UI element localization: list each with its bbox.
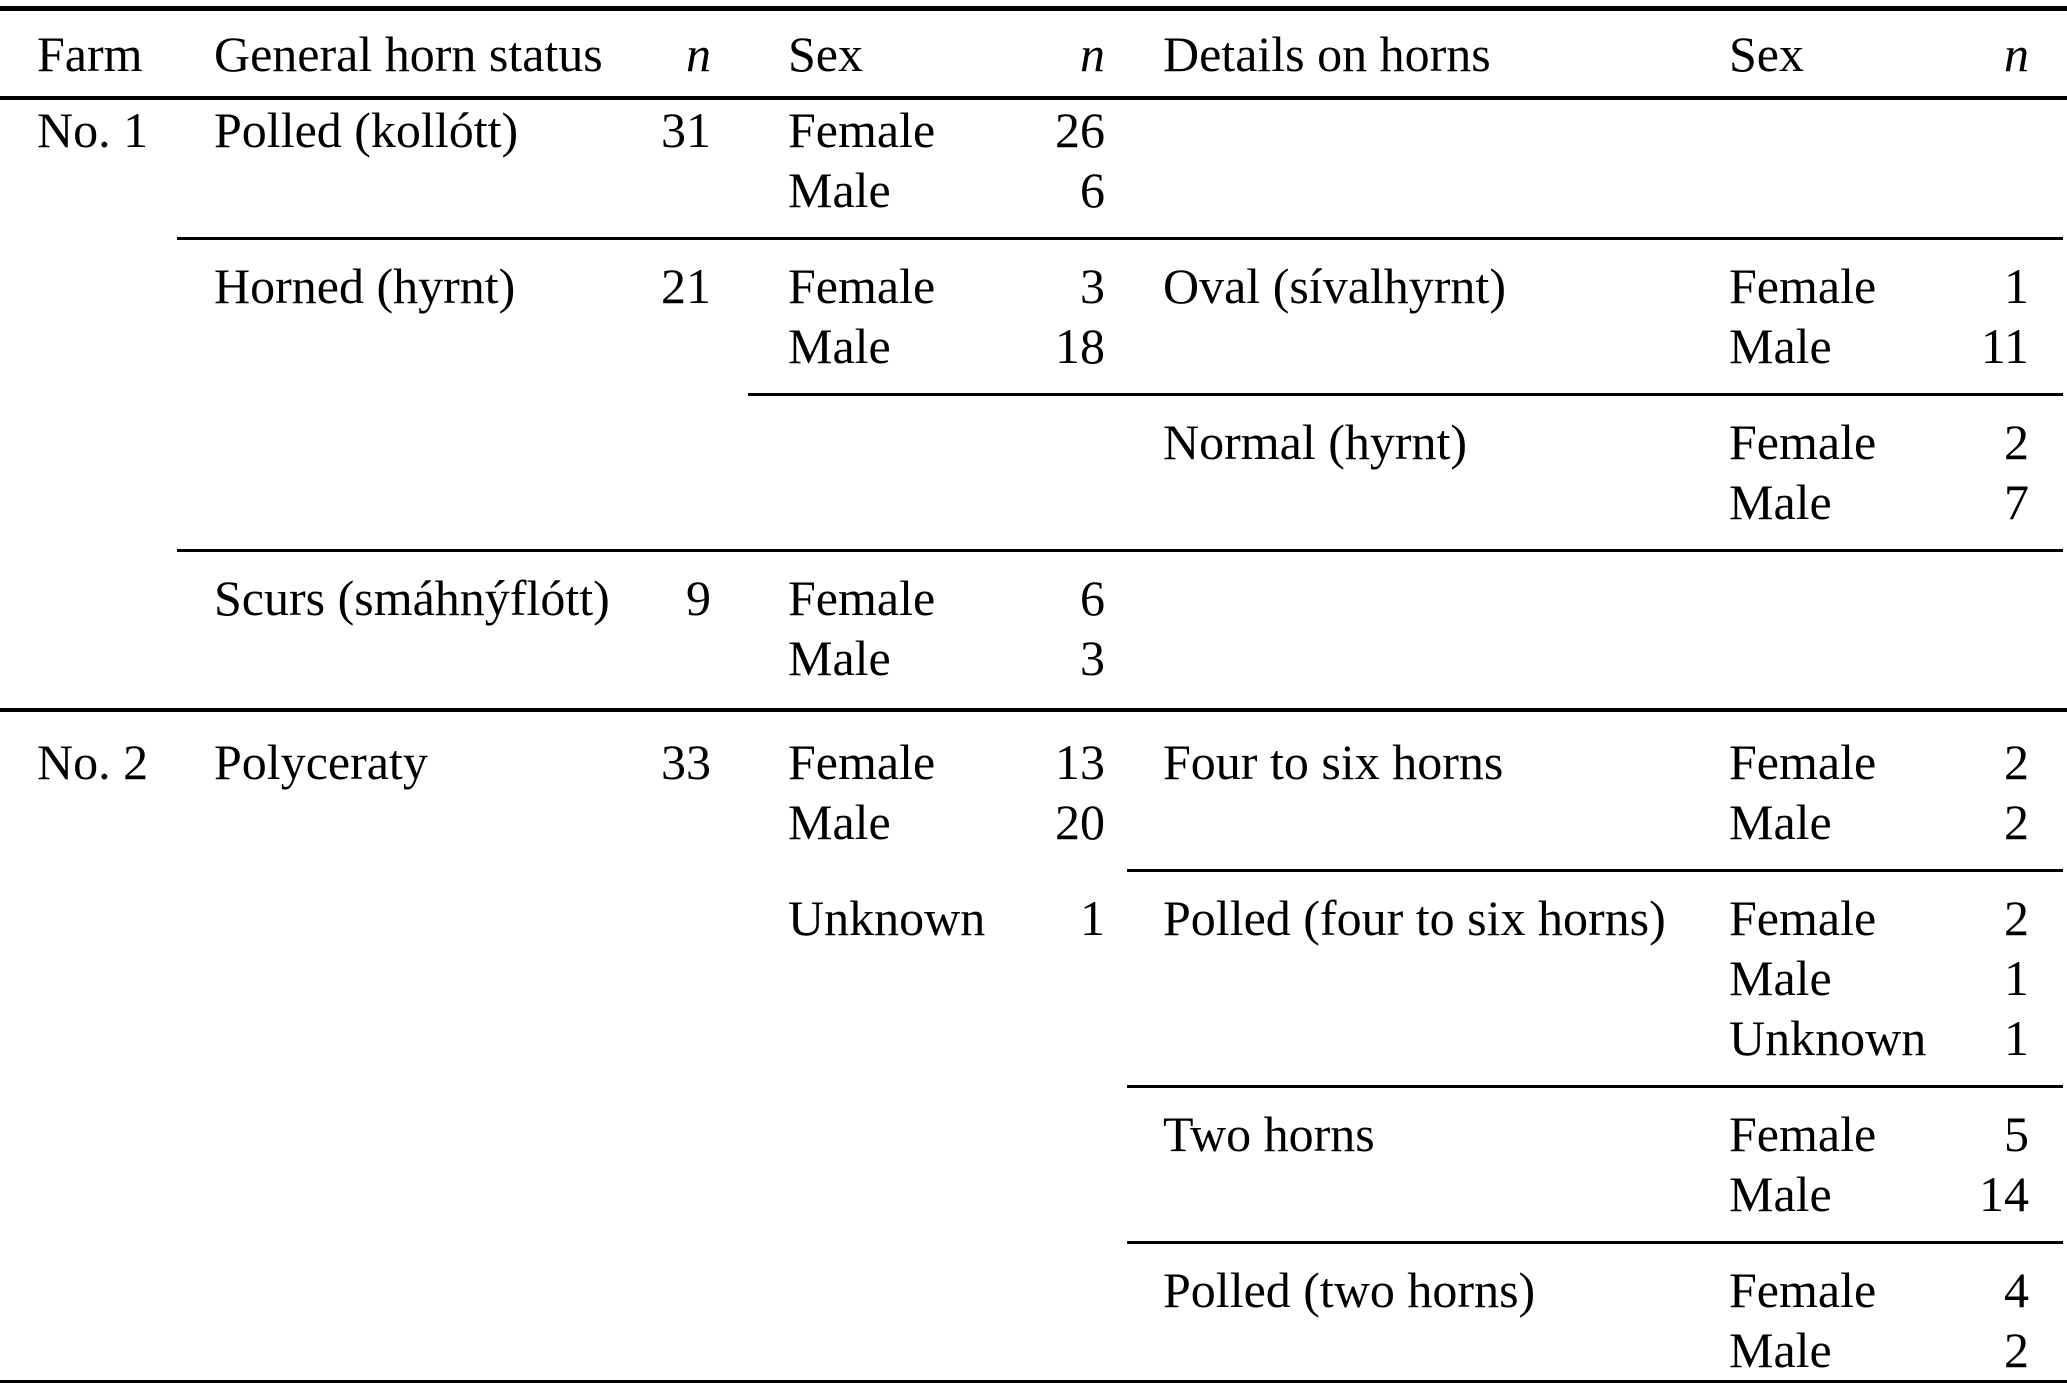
- table-row: [0, 1008, 2067, 1068]
- divider-cell: [177, 220, 2067, 256]
- count-cell: 1: [2004, 1010, 2029, 1066]
- sex-cell: Female: [1729, 414, 1877, 470]
- divider-cell: [1127, 1224, 2067, 1260]
- empty-cell: [177, 160, 642, 220]
- subgroup-divider: [1127, 1241, 2063, 1244]
- sex-cell: Unknown: [1729, 1010, 1927, 1066]
- empty-cell: [748, 1104, 1005, 1164]
- subgroup-divider-row: [0, 1068, 2067, 1104]
- horn-details-cell: Normal (hyrnt): [1163, 414, 1468, 470]
- subgroup-divider: [177, 237, 2063, 240]
- table-row: [0, 732, 2067, 792]
- empty-cell: [642, 1260, 748, 1320]
- count-cell: 2: [2004, 734, 2029, 790]
- empty-cell: [1690, 98, 1945, 160]
- empty-cell: [642, 376, 748, 412]
- empty-cell: [1005, 1260, 1127, 1320]
- empty-cell: [1005, 852, 1127, 888]
- empty-cell: [1127, 472, 1690, 532]
- horn-details-cell: Polled (four to six horns): [1163, 890, 1666, 946]
- divider-cell: [1127, 1068, 2067, 1104]
- subgroup-divider: [1127, 1085, 2063, 1088]
- sex-cell: Male: [1729, 1166, 1832, 1222]
- count-cell: 6: [1080, 162, 1105, 218]
- col-header-sex-1: Sex: [748, 9, 1005, 99]
- section-divider-row: [0, 688, 2067, 732]
- empty-cell: [1005, 1008, 1127, 1068]
- count-cell: 9: [686, 570, 711, 626]
- sex-cell: Male: [1729, 1322, 1832, 1378]
- empty-cell: [0, 1008, 177, 1068]
- empty-cell: [0, 1068, 177, 1104]
- empty-cell: [177, 852, 642, 888]
- empty-cell: [642, 628, 748, 688]
- count-cell: 2: [2004, 890, 2029, 946]
- empty-cell: [177, 948, 642, 1008]
- table-header-row: [0, 9, 2067, 99]
- table-row: [0, 472, 2067, 532]
- sex-cell: Male: [788, 630, 891, 686]
- empty-cell: [177, 1104, 642, 1164]
- col-header-sex-2: Sex: [1690, 9, 1945, 99]
- table-row: [0, 628, 2067, 688]
- subgroup-divider-row: [0, 532, 2067, 568]
- count-cell: 1: [2004, 950, 2029, 1006]
- horn-details-cell: Four to six horns: [1163, 734, 1504, 790]
- empty-cell: [0, 532, 177, 568]
- empty-cell: [1127, 1164, 1690, 1224]
- empty-cell: [1005, 472, 1127, 532]
- empty-cell: [642, 1008, 748, 1068]
- empty-cell: [642, 1104, 748, 1164]
- empty-cell: [1127, 1008, 1690, 1068]
- empty-cell: [0, 1224, 177, 1260]
- horn-status-cell: Horned (hyrnt): [214, 258, 516, 314]
- count-cell: 4: [2004, 1262, 2029, 1318]
- empty-cell: [748, 1164, 1005, 1224]
- count-cell: 26: [1055, 102, 1105, 158]
- empty-cell: [642, 888, 748, 948]
- col-header-farm: Farm: [0, 9, 177, 99]
- count-cell: 6: [1080, 570, 1105, 626]
- sex-cell: Female: [1729, 734, 1877, 790]
- subgroup-divider-row: [0, 1224, 2067, 1260]
- count-cell: 31: [661, 102, 711, 158]
- col-header-general-horn-status: General horn status: [177, 9, 642, 99]
- col-header-n-3: n: [1945, 9, 2067, 99]
- count-cell: 2: [2004, 794, 2029, 850]
- count-cell: 20: [1055, 794, 1105, 850]
- empty-cell: [1945, 98, 2067, 160]
- empty-cell: [1005, 1320, 1127, 1383]
- sex-cell: Male: [788, 162, 891, 218]
- empty-cell: [177, 1164, 642, 1224]
- empty-cell: [0, 888, 177, 948]
- empty-cell: [642, 1224, 748, 1260]
- table-row: [0, 568, 2067, 628]
- count-cell: 11: [1980, 318, 2029, 374]
- horn-details-cell: Two horns: [1163, 1106, 1375, 1162]
- empty-cell: [0, 852, 177, 888]
- empty-cell: [177, 628, 642, 688]
- subgroup-divider: [1127, 869, 2063, 872]
- empty-cell: [0, 628, 177, 688]
- farm-cell: No. 1: [37, 102, 149, 158]
- divider-cell: [748, 376, 2067, 412]
- table-row: [0, 316, 2067, 376]
- empty-cell: [1127, 316, 1690, 376]
- table-row: [0, 98, 2067, 160]
- empty-cell: [642, 792, 748, 852]
- sex-cell: Unknown: [788, 890, 986, 946]
- table-row: [0, 1104, 2067, 1164]
- count-cell: 33: [661, 734, 711, 790]
- empty-cell: [1690, 160, 1945, 220]
- horn-status-cell: Polyceraty: [214, 734, 428, 790]
- count-cell: 1: [1080, 890, 1105, 946]
- empty-cell: [748, 412, 1005, 472]
- table-row: [0, 160, 2067, 220]
- empty-cell: [748, 852, 1005, 888]
- empty-cell: [1127, 628, 1690, 688]
- empty-cell: [0, 1164, 177, 1224]
- sex-cell: Male: [1729, 474, 1832, 530]
- sex-cell: Female: [1729, 890, 1877, 946]
- empty-cell: [177, 472, 642, 532]
- sex-cell: Female: [788, 570, 936, 626]
- empty-cell: [1127, 1320, 1690, 1383]
- count-cell: 2: [2004, 414, 2029, 470]
- empty-cell: [748, 1068, 1005, 1104]
- empty-cell: [1127, 160, 1690, 220]
- empty-cell: [0, 256, 177, 316]
- col-header-n-2: n: [1005, 9, 1127, 99]
- horn-status-cell: Scurs (smáhnýflótt): [214, 570, 610, 626]
- empty-cell: [642, 1320, 748, 1383]
- empty-cell: [177, 376, 642, 412]
- empty-cell: [1005, 1164, 1127, 1224]
- empty-cell: [177, 1224, 642, 1260]
- empty-cell: [0, 160, 177, 220]
- table-row: [0, 412, 2067, 472]
- empty-cell: [0, 376, 177, 412]
- horn-status-cell: Polled (kollótt): [214, 102, 519, 158]
- count-cell: 13: [1055, 734, 1105, 790]
- empty-cell: [642, 852, 748, 888]
- col-header-n-1: n: [642, 9, 748, 99]
- empty-cell: [0, 220, 177, 256]
- empty-cell: [1005, 1068, 1127, 1104]
- sex-cell: Male: [788, 794, 891, 850]
- farm-cell: No. 2: [37, 734, 149, 790]
- empty-cell: [177, 1008, 642, 1068]
- empty-cell: [642, 1164, 748, 1224]
- empty-cell: [0, 1320, 177, 1383]
- sex-cell: Female: [788, 102, 936, 158]
- empty-cell: [1945, 160, 2067, 220]
- empty-cell: [0, 472, 177, 532]
- empty-cell: [0, 1260, 177, 1320]
- empty-cell: [177, 888, 642, 948]
- subgroup-divider-row: [0, 852, 2067, 888]
- empty-cell: [1005, 412, 1127, 472]
- empty-cell: [642, 1068, 748, 1104]
- sex-cell: Male: [1729, 794, 1832, 850]
- empty-cell: [0, 792, 177, 852]
- empty-cell: [748, 1224, 1005, 1260]
- empty-cell: [1127, 568, 1690, 628]
- table-row: [0, 1320, 2067, 1383]
- empty-cell: [0, 568, 177, 628]
- empty-cell: [1127, 98, 1690, 160]
- horn-details-cell: Oval (sívalhyrnt): [1163, 258, 1506, 314]
- divider-cell: [177, 532, 2067, 568]
- empty-cell: [177, 1260, 642, 1320]
- count-cell: 2: [2004, 1322, 2029, 1378]
- empty-cell: [1005, 1104, 1127, 1164]
- count-cell: 1: [2004, 258, 2029, 314]
- empty-cell: [748, 1008, 1005, 1068]
- empty-cell: [1005, 948, 1127, 1008]
- empty-cell: [748, 472, 1005, 532]
- empty-cell: [642, 948, 748, 1008]
- empty-cell: [642, 316, 748, 376]
- divider-cell: [0, 688, 2067, 732]
- count-cell: 7: [2004, 474, 2029, 530]
- table-row: [0, 256, 2067, 316]
- subgroup-divider: [748, 393, 2063, 396]
- table-row: [0, 1260, 2067, 1320]
- empty-cell: [0, 316, 177, 376]
- empty-cell: [177, 1320, 642, 1383]
- empty-cell: [642, 160, 748, 220]
- count-cell: 3: [1080, 258, 1105, 314]
- empty-cell: [177, 792, 642, 852]
- empty-cell: [1690, 628, 1945, 688]
- horn-status-table: [0, 6, 2067, 1383]
- sex-cell: Female: [1729, 1262, 1877, 1318]
- subgroup-divider-row: [0, 376, 2067, 412]
- count-cell: 21: [661, 258, 711, 314]
- empty-cell: [748, 948, 1005, 1008]
- empty-cell: [748, 1260, 1005, 1320]
- empty-cell: [748, 1320, 1005, 1383]
- table-row: [0, 948, 2067, 1008]
- sex-cell: Male: [1729, 318, 1832, 374]
- sex-cell: Female: [788, 258, 936, 314]
- subgroup-divider: [177, 549, 2063, 552]
- count-cell: 3: [1080, 630, 1105, 686]
- sex-cell: Female: [1729, 258, 1877, 314]
- subgroup-divider-row: [0, 220, 2067, 256]
- sex-cell: Female: [788, 734, 936, 790]
- table-row: [0, 1164, 2067, 1224]
- count-cell: 14: [1979, 1166, 2029, 1222]
- empty-cell: [1127, 948, 1690, 1008]
- table-row: [0, 792, 2067, 852]
- empty-cell: [0, 1104, 177, 1164]
- empty-cell: [642, 472, 748, 532]
- divider-cell: [1127, 852, 2067, 888]
- empty-cell: [177, 1068, 642, 1104]
- empty-cell: [1945, 628, 2067, 688]
- count-cell: 5: [2004, 1106, 2029, 1162]
- section-divider: [0, 708, 2067, 712]
- empty-cell: [1690, 568, 1945, 628]
- empty-cell: [177, 412, 642, 472]
- table-row: [0, 888, 2067, 948]
- empty-cell: [642, 412, 748, 472]
- empty-cell: [1005, 1224, 1127, 1260]
- sex-cell: Male: [1729, 950, 1832, 1006]
- empty-cell: [0, 948, 177, 1008]
- empty-cell: [1945, 568, 2067, 628]
- count-cell: 18: [1055, 318, 1105, 374]
- col-header-details-on-horns: Details on horns: [1127, 9, 1690, 99]
- empty-cell: [177, 316, 642, 376]
- empty-cell: [0, 412, 177, 472]
- empty-cell: [1127, 792, 1690, 852]
- sex-cell: Female: [1729, 1106, 1877, 1162]
- horn-details-cell: Polled (two horns): [1163, 1262, 1536, 1318]
- sex-cell: Male: [788, 318, 891, 374]
